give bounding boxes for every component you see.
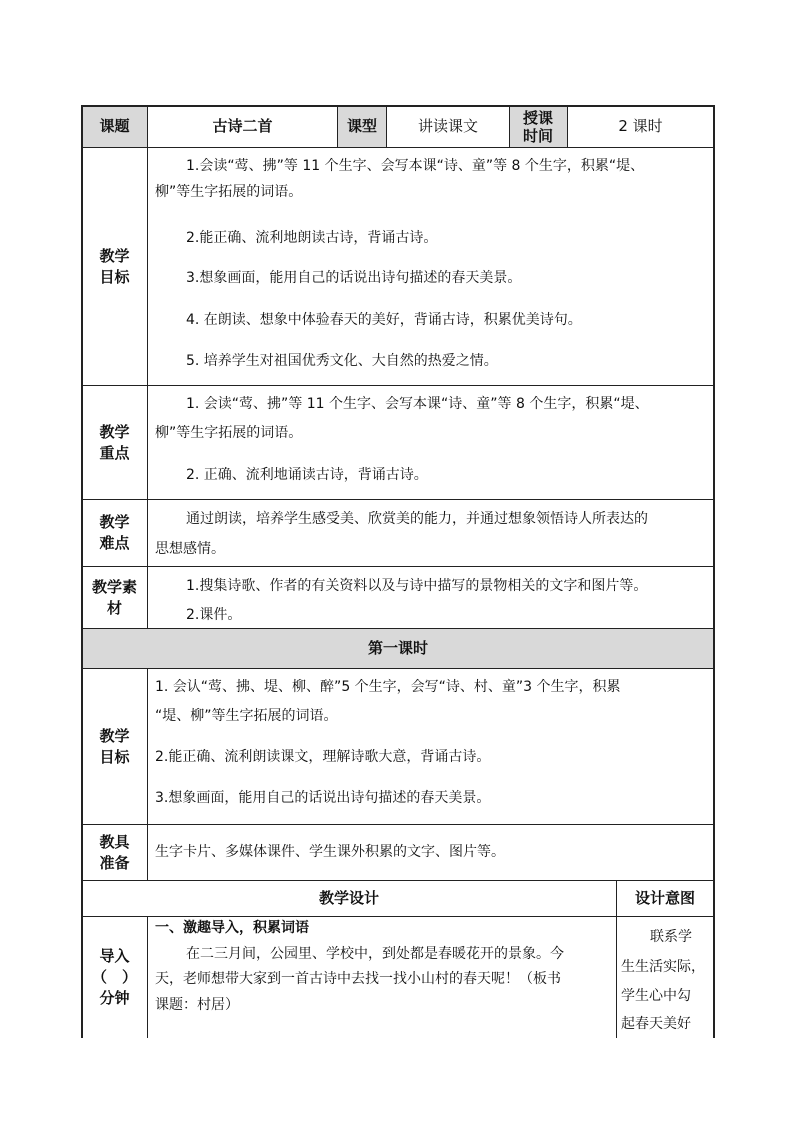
- intro-label-line-2: （ ）: [91, 968, 137, 986]
- design-header-right: 设计意图: [634, 889, 695, 907]
- rule-after-difficulty: [81, 566, 715, 567]
- keypoints-label-line-1: 教学: [99, 422, 130, 441]
- lesson-goals-item-3: 3.想象画面，能用自己的话说出诗句描述的春天美景。: [155, 790, 491, 806]
- difficulty-label: [82, 500, 147, 566]
- section-title: 第一课时: [367, 639, 428, 657]
- intro-line-1: 在二三月间，公园里、学校中，到处都是春暖花开的景象。今: [186, 946, 564, 962]
- goals-label: [82, 148, 147, 385]
- intro-line-2: 天，老师想带大家到一首古诗中去找一找小山村的春天呢！（板书: [155, 971, 561, 987]
- lesson-goals-label-line-1: 教学: [99, 726, 130, 745]
- label-column-rule-intro: [147, 916, 148, 1038]
- type-label: 课型: [346, 117, 377, 135]
- materials-line-2: 2.课件。: [186, 607, 242, 623]
- intent-line-3: 学生心中勾: [621, 988, 691, 1004]
- tools-label-line-2: 准备: [99, 853, 130, 872]
- time-label-line-2: 时间: [522, 126, 553, 145]
- rule-after-header: [81, 147, 715, 148]
- goals-item-2: 2.能正确、流利地朗读古诗，背诵古诗。: [186, 230, 438, 246]
- lesson-goals-item-1a: 1. 会认“莺、拂、堤、柳、醉”5 个生字，会写“诗、村、童”3 个生字，积累: [155, 679, 621, 695]
- intro-label-line-1: 导入: [99, 947, 130, 965]
- intro-line-3: 课题：村居）: [155, 997, 239, 1013]
- materials-label-line-1: 教学素: [91, 577, 137, 596]
- goals-item-5: 5. 培养学生对祖国优秀文化、大自然的热爱之情。: [186, 353, 498, 369]
- keypoints-item-1a: 1. 会读“莺、拂”等 11 个生字、会写本课“诗、童”等 8 个生字，积累“堤、: [186, 396, 649, 412]
- difficulty-line-2: 思想感情。: [155, 541, 225, 557]
- topic-label: 课题: [99, 117, 130, 135]
- goals-label-line-2: 目标: [99, 267, 130, 286]
- label-column-rule: [147, 105, 148, 628]
- rule-after-design-header: [81, 916, 715, 917]
- goals-label-line-1: 教学: [99, 246, 130, 265]
- rule-after-goals: [81, 385, 715, 386]
- design-header-left: 教学设计: [318, 889, 379, 907]
- difficulty-label-line-2: 难点: [99, 534, 130, 552]
- keypoints-label-line-2: 重点: [99, 443, 130, 462]
- intro-label: [82, 917, 147, 1038]
- goals-item-4: 4. 在朗读、想象中体验春天的美好，背诵古诗，积累优美诗句。: [186, 312, 582, 328]
- keypoints-item-1b: 柳”等生字拓展的词语。: [155, 425, 303, 441]
- lesson-goals-item-1b: “堤、柳”等生字拓展的词语。: [155, 708, 338, 724]
- goals-item-3: 3.想象画面，能用自己的话说出诗句描述的春天美景。: [186, 270, 522, 286]
- topic-value: 古诗二首: [212, 117, 273, 135]
- materials-label-line-2: 材: [106, 598, 122, 617]
- difficulty-label-line-1: 教学: [99, 513, 130, 531]
- intent-line-1: 联系学: [650, 929, 692, 945]
- intro-label-line-3: 分钟: [99, 989, 130, 1007]
- table-border-right: [713, 105, 715, 1038]
- type-value: 讲读课文: [417, 117, 478, 135]
- rule-after-lesson-goals: [81, 824, 715, 825]
- lesson-goals-label: [82, 669, 147, 824]
- intro-heading: 一、激趣导入，积累词语: [155, 920, 309, 936]
- time-label-line-1: 授课: [522, 108, 553, 127]
- rule-after-section-title: [81, 668, 715, 669]
- goals-item-1a: 1.会读“莺、拂”等 11 个生字、会写本课“诗、童”等 8 个生字，积累“堤、: [186, 158, 645, 174]
- tools-label: [82, 825, 147, 880]
- lesson-goals-item-2: 2.能正确、流利朗读课文，理解诗歌大意，背诵古诗。: [155, 749, 491, 765]
- goals-item-1b: 柳”等生字拓展的词语。: [155, 184, 303, 200]
- lesson-goals-label-line-2: 目标: [99, 747, 130, 766]
- time-value: 2 课时: [618, 117, 663, 135]
- intent-line-2: 生生活实际，: [621, 959, 705, 975]
- rule-after-keypoints: [81, 499, 715, 500]
- tools-value: 生字卡片、多媒体课件、学生课外积累的文字、图片等。: [155, 844, 505, 860]
- keypoints-item-2: 2. 正确、流利地诵读古诗，背诵古诗。: [186, 467, 428, 483]
- materials-line-1: 1.搜集诗歌、作者的有关资料以及与诗中描写的景物相关的文字和图片等。: [186, 578, 648, 594]
- intent-line-4: 起春天美好: [621, 1016, 691, 1032]
- tools-label-line-1: 教具: [99, 832, 130, 851]
- keypoints-label: [82, 386, 147, 499]
- materials-label: [82, 567, 147, 628]
- difficulty-line-1: 通过朗读，培养学生感受美、欣赏美的能力，并通过想象领悟诗人所表达的: [186, 511, 648, 527]
- label-column-rule-lower: [147, 668, 148, 880]
- time-label: [509, 106, 567, 147]
